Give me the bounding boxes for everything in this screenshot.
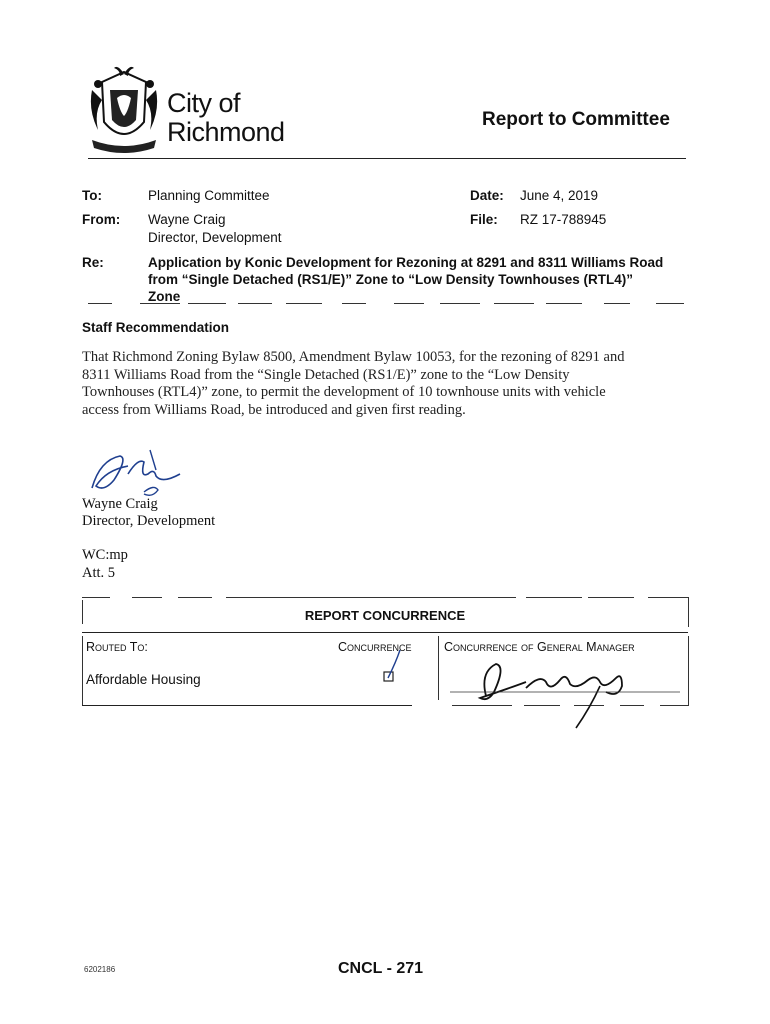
re-line-3: Zone	[148, 289, 181, 304]
re-line-2: from “Single Detached (RS1/E)” Zone to “Low Density Townhouses (RTL4)”	[148, 272, 634, 287]
to-label: To:	[82, 188, 102, 203]
recommendation-text	[82, 349, 624, 419]
file-label: File:	[470, 212, 498, 227]
concurrence-title: REPORT CONCURRENCE	[304, 608, 466, 623]
from-title: Director, Development	[148, 230, 282, 245]
routed-to-affordable-housing: Affordable Housing	[86, 672, 201, 687]
general-manager-signature	[450, 652, 680, 732]
re-label: Re:	[82, 255, 104, 270]
city-crest-logo	[84, 60, 164, 160]
report-title: Report to Committee	[482, 109, 670, 130]
page-label: CNCL - 271	[338, 960, 424, 977]
recommendation-line: Townhouses (RTL4)” zone, to permit the development of 10 townhouse units with vehicle	[82, 384, 606, 400]
recommendation-line: access from Williams Road, be introduced and given first reading.	[82, 401, 466, 418]
city-name-line2: Richmond	[167, 117, 285, 147]
file-value: RZ 17-788945	[520, 212, 607, 227]
recommendation-line: That Richmond Zoning Bylaw 8500, Amendment Bylaw 10053, for the rezoning of 8291 and	[82, 349, 625, 365]
concurrence-header: Concurrence	[338, 640, 412, 654]
handwritten-signature	[84, 440, 204, 500]
from-name: Wayne Craig	[148, 212, 226, 227]
concurrence-checkbox	[370, 648, 410, 688]
general-manager-header: Concurrence of General Manager	[444, 640, 635, 654]
re-line-1: Application by Konic Development for Rezoning at 8291 and 8311 Williams Road	[148, 255, 664, 270]
attachments-count: Att. 5	[82, 565, 116, 581]
header-rule	[88, 158, 686, 159]
recommendation-line: 8311 Williams Road from the “Single Detached (RS1/E)” zone to the “Low Density	[82, 366, 570, 383]
routed-to-header: Routed To:	[86, 640, 148, 654]
signature-name: Wayne Craig	[82, 496, 158, 512]
document-number: 6202186	[84, 965, 116, 974]
to-value: Planning Committee	[148, 188, 270, 203]
signature-initials: WC:mp	[82, 547, 128, 563]
city-name-line1: City of	[167, 88, 241, 118]
date-label: Date:	[470, 188, 504, 203]
from-label: From:	[82, 212, 121, 227]
signature-title: Director, Development	[82, 513, 216, 529]
recommendation-heading: Staff Recommendation	[82, 320, 230, 335]
date-value: June 4, 2019	[520, 188, 599, 203]
